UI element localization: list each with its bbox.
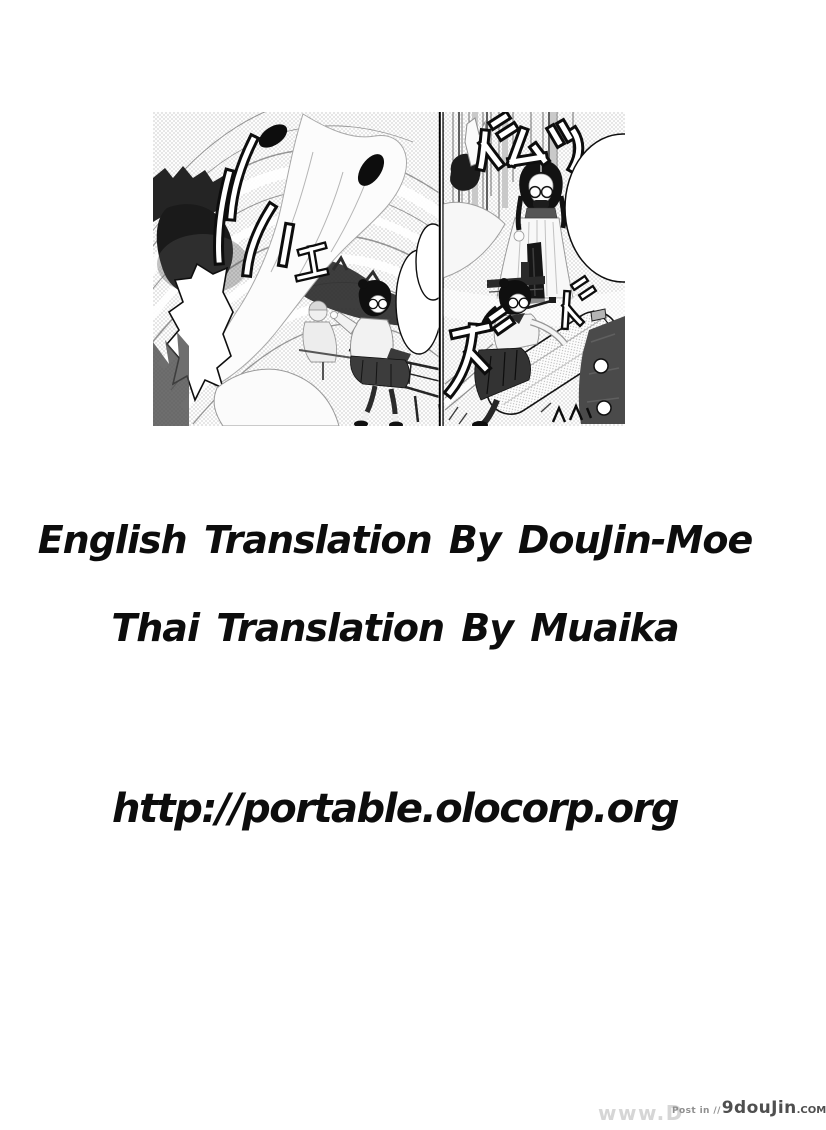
manga-panels-image bbox=[153, 112, 625, 426]
watermark bbox=[598, 1098, 826, 1126]
manga-right-panel bbox=[443, 112, 681, 429]
manga-left-panel bbox=[141, 96, 450, 429]
watermark-site-name: 9douJin bbox=[721, 1098, 797, 1118]
watermark-faint-text: www.D bbox=[598, 1101, 684, 1125]
large-speech-bubble bbox=[565, 134, 681, 282]
panel-divider bbox=[439, 112, 445, 426]
credit-line-english: English Translation By DouJin-Moe bbox=[37, 518, 753, 562]
watermark-main bbox=[672, 1098, 826, 1118]
credit-line-thai: Thai Translation By Muaika bbox=[111, 606, 679, 650]
watermark-site-tld: .COM bbox=[796, 1105, 826, 1116]
credit-line-url: http://portable.olocorp.org bbox=[112, 786, 678, 832]
manga-artwork bbox=[153, 112, 625, 426]
watermark-post-prefix: Post in // bbox=[672, 1106, 721, 1116]
